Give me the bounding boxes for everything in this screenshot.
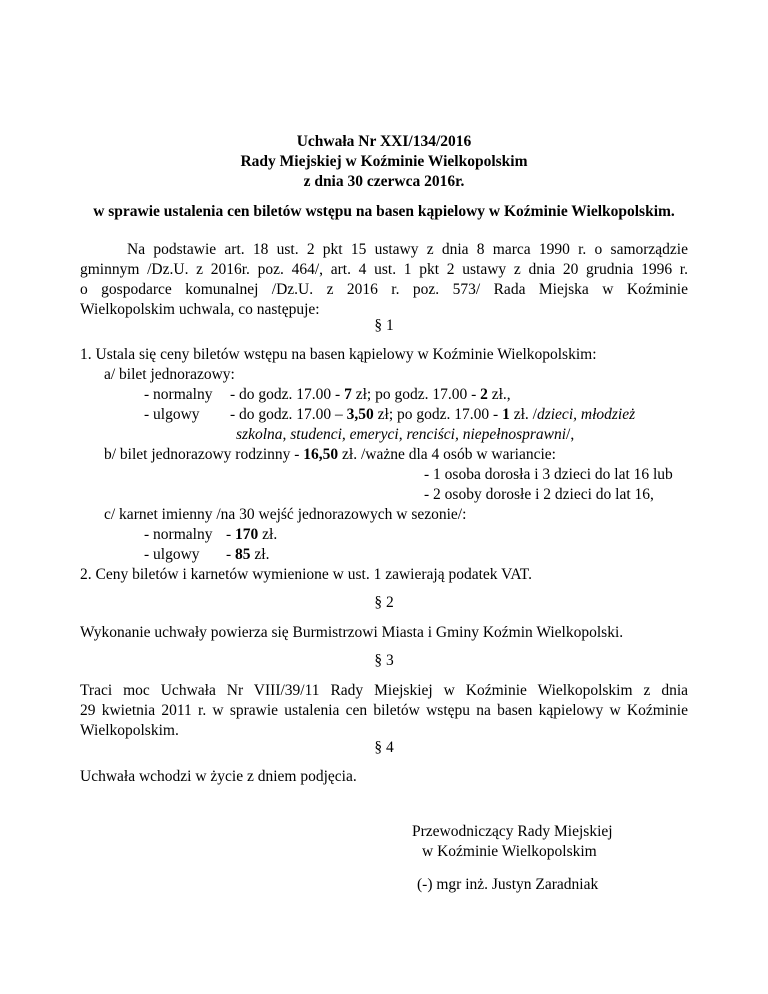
preamble-line: gminnym /Dz.U. z 2016r. poz. 464/, art. 4 ust. 1 pkt 2 ustawy z dnia 20 grudnia 1996 r. (80, 261, 688, 278)
section3-line: 29 kwietnia 2011 r. w sprawie ustalenia cen biletów wstępu na basen kąpielowy w Koźminie (80, 702, 688, 719)
signature-name: (-) mgr inż. Justyn Zaradniak (417, 876, 599, 893)
section-heading-3: § 3 (374, 652, 394, 669)
section-heading-2: § 2 (374, 594, 394, 611)
section3-line: Traci moc Uchwała Nr VIII/39/11 Rady Miejskiej w Koźminie Wielkopolskim z dnia (80, 682, 688, 699)
normal-ticket-label: - normalny (144, 386, 213, 403)
preamble-line: Wielkopolskim uchwala, co następuje: (80, 301, 320, 318)
section2-text: Wykonanie uchwały powierza się Burmistrzowi Miasta i Gminy Koźmin Wielkopolski. (80, 624, 624, 641)
family-ticket-line: b/ bilet jednorazowy rodzinny - 16,50 zł. /ważne dla 4 osób w wariancie: (104, 446, 556, 463)
section1-point1: 1. Ustala się ceny biletów wstępu na basen kąpielowy w Koźminie Wielkopolskim: (80, 346, 597, 363)
reduced-ticket-prices: - do godz. 17.00 – 3,50 zł; po godz. 17.00 - 1 zł. /dzieci, młodzież (230, 406, 636, 423)
council-name: Rady Miejskiej w Koźminie Wielkopolskim (240, 153, 528, 170)
section3-line: Wielkopolskim. (80, 722, 179, 739)
reduced-ticket-eligibility: szkolna, studenci, emeryci, renciści, niepełnosprawni/, (236, 426, 575, 443)
family-variant-1: - 1 osoba dorosła i 3 dzieci do lat 16 lub (424, 466, 673, 483)
section4-text: Uchwała wchodzi w życie z dniem podjęcia. (80, 768, 357, 785)
preamble-line: o gospodarce komunalnej /Dz.U. z 2016 r. poz. 573/ Rada Miejska w Koźminie (80, 281, 688, 298)
normal-ticket-prices: - do godz. 17.00 - 7 zł; po godz. 17.00 - 2 zł., (230, 386, 511, 403)
reduced-ticket-label: - ulgowy (144, 406, 200, 423)
section-heading-4: § 4 (374, 739, 394, 756)
family-variant-2: - 2 osoby dorosłe i 2 dzieci do lat 16, (424, 486, 654, 503)
resolution-subject: w sprawie ustalenia cen biletów wstępu na basen kąpielowy w Koźminie Wielkopolskim. (93, 203, 675, 220)
season-pass-reduced-price: - 85 zł. (226, 546, 270, 563)
preamble-line: Na podstawie art. 18 ust. 2 pkt 15 ustawy z dnia 8 marca 1990 r. o samorządzie (127, 241, 688, 258)
season-pass-reduced-label: - ulgowy (144, 546, 200, 563)
resolution-date: z dnia 30 czerwca 2016r. (303, 173, 465, 190)
resolution-number: Uchwała Nr XXI/134/2016 (296, 133, 472, 150)
signature-council: w Koźminie Wielkopolskim (422, 843, 597, 860)
season-pass-normal-label: - normalny (144, 526, 213, 543)
season-pass-normal-price: - 170 zł. (226, 526, 278, 543)
season-pass-label: c/ karnet imienny /na 30 wejść jednorazowych w sezonie/: (104, 506, 467, 523)
single-ticket-label: a/ bilet jednorazowy: (104, 366, 235, 383)
section1-point2: 2. Ceny biletów i karnetów wymienione w ust. 1 zawierają podatek VAT. (80, 566, 532, 583)
signature-title: Przewodniczący Rady Miejskiej (412, 823, 613, 840)
section-heading-1: § 1 (374, 317, 394, 334)
